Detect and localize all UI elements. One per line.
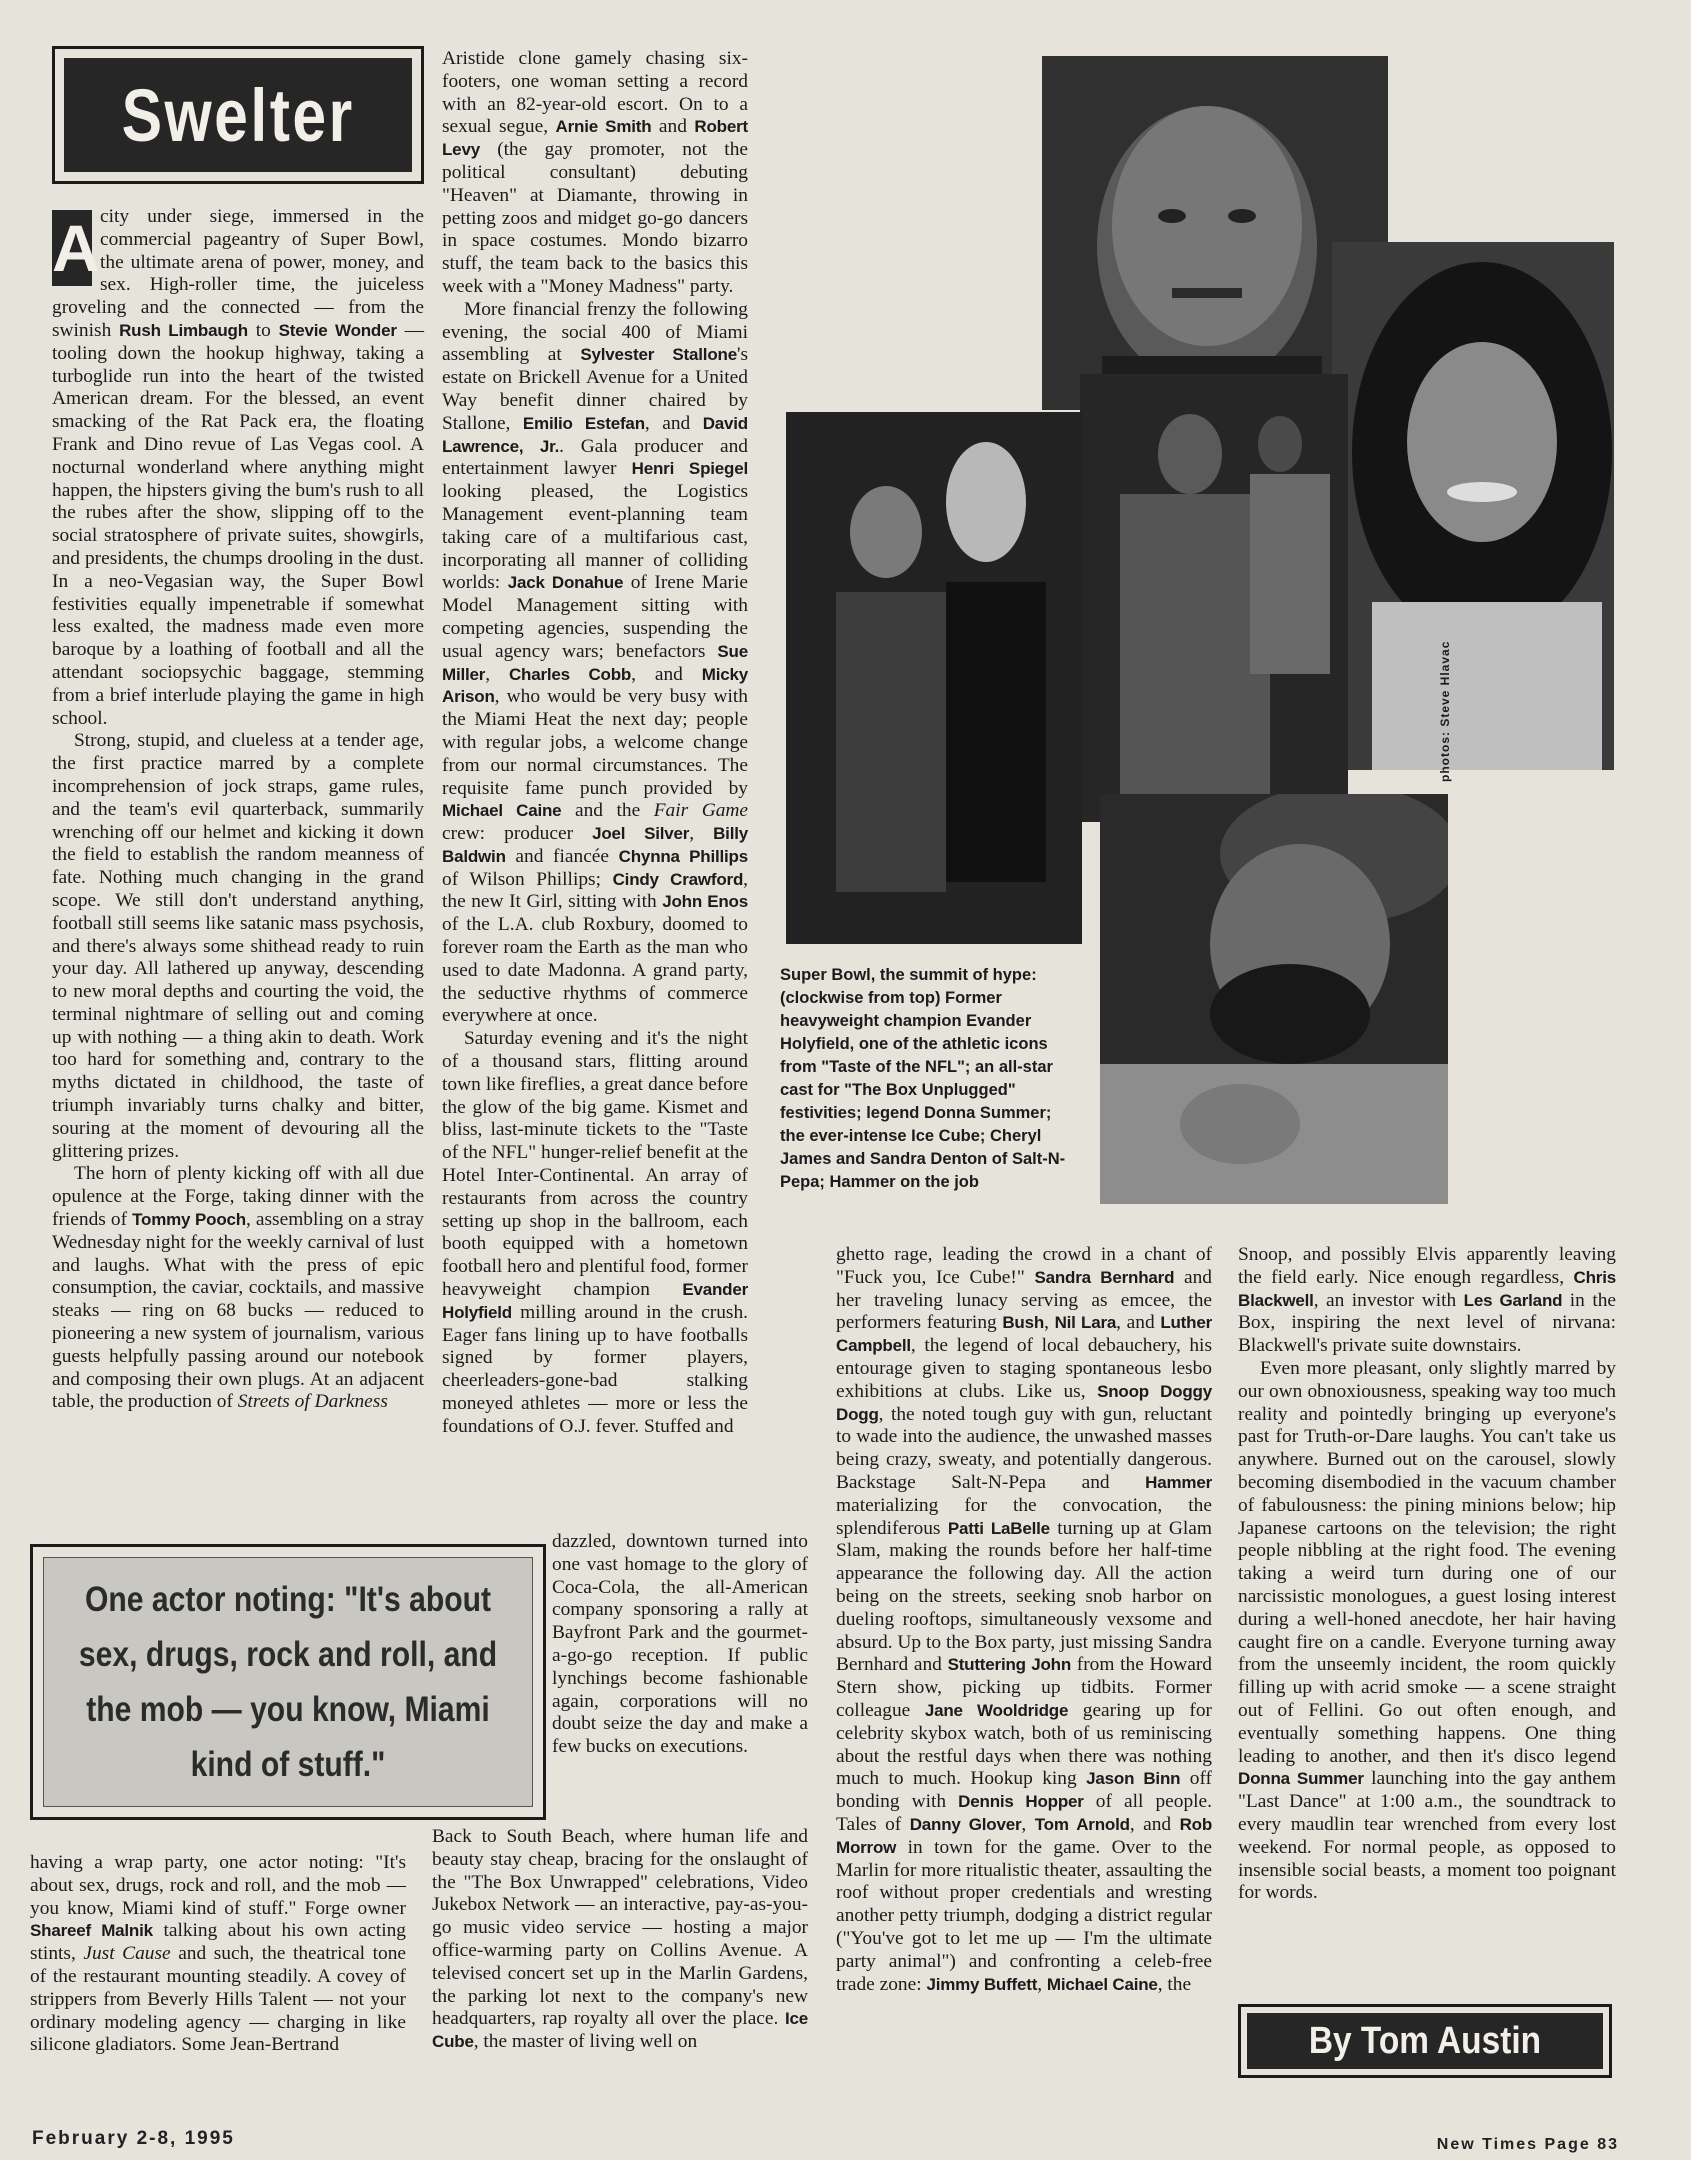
headline: Swelter <box>121 73 355 157</box>
person-name: Sandra Bernhard <box>1034 1267 1175 1287</box>
person-name: Jimmy Buffett <box>926 1974 1038 1994</box>
footer-page-number: New Times Page 83 <box>1436 2136 1619 2153</box>
person-name: Cindy Crawford <box>612 869 744 889</box>
photo-box-party-crowd <box>1080 374 1348 822</box>
person-name: Charles Cobb <box>508 664 632 684</box>
person-name: Dennis Hopper <box>958 1792 1084 1812</box>
column-1 <box>52 206 424 1414</box>
band-name: Bush <box>1002 1313 1045 1333</box>
drop-cap: A <box>52 211 100 285</box>
person-name: Sue Miller <box>442 641 748 684</box>
person-name: Michael Caine <box>1046 1974 1158 1994</box>
person-name: Sylvester Stallone <box>580 345 737 365</box>
pull-quote-box <box>30 1544 546 1820</box>
person-name: Jason Binn <box>1086 1769 1181 1789</box>
film-title: Streets of Darkness <box>237 1391 388 1413</box>
person-name: Billy Baldwin <box>442 824 749 866</box>
paragraph: Strong, stupid, and clueless at a tender age, the first practice marred by a complete incomprehension of jock straps, game rules, and the team's evil quarterback, summarily wrenching off our helmet and kicking it down the field to establish the random meanness of fate. Nothing much changing in the grand scope. We still don't understand anything, football still seems like satanic mass psychosis, and there's always some shithead ready to ruin your day. All lathered up anyway, descending to new moral depths and courting the void, the terminal nightmare of selling out and coming up with nothing — a thing akin to death. Work too hard for something and, contrary to the myths dictated in childhood, the taste of triumph invariably turns chalky and bitter, souring at the moment of devouring all the glittering prizes. <box>52 730 424 1162</box>
person-name: Les Garland <box>1463 1290 1563 1310</box>
person-name: Jack Donahue <box>507 573 624 593</box>
person-name: Stuttering John <box>947 1655 1072 1675</box>
person-name: Luther Campbell <box>836 1313 1212 1356</box>
person-name: Chris Blackwell <box>1238 1267 1616 1310</box>
photo-donna-summer <box>1332 242 1614 770</box>
byline-box <box>1238 2004 1612 2078</box>
person-name: Stevie Wonder <box>278 320 397 340</box>
person-name: Micky Arison <box>442 664 749 707</box>
column-3 <box>836 1244 1212 1996</box>
film-title: Fair Game <box>653 800 749 822</box>
person-name: Ice Cube <box>432 2009 808 2052</box>
person-name: Nil Lara <box>1054 1313 1117 1333</box>
column-2 <box>442 48 748 1439</box>
paragraph: Snoop, and possibly Elvis apparently leaving the field early. Nice enough regardless, Chris Blackwell, an investor with Les Garland in the Box, inspiring the next level of nirvana: Blackwell's private suite downstairs. <box>1238 1244 1617 1357</box>
photo-ice-cube <box>1100 794 1448 1204</box>
photo-salt-n-pepa <box>786 412 1082 944</box>
person-name: Patti LaBelle <box>947 1518 1050 1538</box>
pull-quote: One actor noting: "It's about sex, drugs, rock and roll, and the mob — you know, Miami kind of stuff." <box>78 1580 498 1784</box>
person-name: Chynna Phillips <box>618 846 748 866</box>
person-name: Michael Caine <box>442 801 562 821</box>
column-1-continued <box>30 1852 406 2057</box>
footer-date: February 2-8, 1995 <box>32 2128 235 2149</box>
person-name: Emilio Estefan <box>522 413 645 433</box>
column-2-bottom <box>432 1826 808 2054</box>
person-name: Shareef Malnik <box>30 1921 153 1941</box>
column-2-continued <box>552 1531 808 1759</box>
column-4 <box>1238 1244 1616 1905</box>
person-name: David Lawrence, Jr. <box>442 413 748 456</box>
paragraph: dazzled, downtown turned into one vast homage to the glory of Coca-Cola, the all-American company sponsoring a rally at Bayfront Park and the gourmet-a-go-go reception. If public lynchings become fashionable again, corporations will no doubt seize the day and make a few bucks on executions. <box>552 1531 808 1758</box>
person-name: Tom Arnold <box>1034 1814 1130 1834</box>
paragraph: Saturday evening and it's the night of a thousand stars, flitting around town like fireflies, a great dance before the glow of the big game. Kismet and bliss, last-minute tickets to the "Taste of the NFL" hunger-relief benefit at the Hotel Inter-Continental. An array of restaurants from across the country setting up shop in the ballroom, each booth equipped with a hometown football hero and plentiful food, former heavyweight champion Evander Holyfield milling around in the crush. Eager fans lining up to have footballs signed by former players, cheerleaders-gone-bad stalking moneyed athletes — more or less the foundations of O.J. fever. Stuffed and <box>442 1028 748 1437</box>
paragraph: A city under siege, immersed in the commercial pageantry of Super Bowl, the ultimate arena of power, money, and sex. High-roller time, the juiceless groveling and the connected — from the swinish Rush Limbaugh to Stevie Wonder — tooling down the hookup highway, taking a turboglide run into the heart of the twisted American dream. For the blessed, an event smacking of the Rat Pack era, the floating Frank and Dino revue of Las Vegas cool. A nocturnal wonderland where anything might happen, the hipsters giving the bum's rush to all the rubes after the show, slipping off to the social stratosphere of private suites, showgirls, and presidents, the chumps drooling in the dust. In a neo-Vegasian way, the Super Bowl festivities equally impenetrable if somewhat less exalted, the madness made even more baroque by a loathing of football and all the attendant sociopsychic baggage, stemming from a brief interlude playing the game in high school. <box>52 206 425 729</box>
person-name: Jane Wooldridge <box>924 1700 1069 1720</box>
person-name: Rob Morrow <box>836 1814 1213 1857</box>
paragraph: Even more pleasant, only slightly marred by our own obnoxiousness, speaking way too much reality and pointedly bringing up everyone's past for Truth-or-Dare laughs. You can't take us anywhere. Burned out on the carousel, slowly becoming disembodied in the vacuum chamber of fabulousness: the pining minions below; hip Japanese cartoons on the television; the right people nibbling at the right food. The evening taking a weird turn during one of our narcissistic monologues, a guest losing interest during a well-honed anecdote, her hair having caught fire on a candle. Everyone turning away from the unseemly incident, the room quickly filling up with acrid smoke — a scene straight out of Fellini. Go out often enough, and eventually something happens. One thing leading to another, and then it's disco legend Donna Summer launching into the gay anthem "Last Dance" at 1:00 a.m., the soundtrack to every maudlin tear wrenched from every lost weekend. For normal people, as opposed to insensible social beasts, a moment too poignant for words. <box>1238 1357 1616 1904</box>
person-name: Arnie Smith <box>555 117 652 137</box>
photo-credit: photos: Steve Hlavac <box>1438 640 1452 782</box>
byline: By Tom Austin <box>1308 2019 1542 2062</box>
person-name: Evander Holyfield <box>442 1280 748 1322</box>
paragraph: having a wrap party, one actor noting: "It's about sex, drugs, rock and roll, and the mob — you know, Miami kind of stuff." Forge owner Shareef Malnik talking about his own acting stints, Just Cause and such, the theatrical tone of the restaurant mounting steadily. A covey of strippers from Beverly Hills Talent — not your ordinary modeling agency — charging in like silicone gladiators. Some Jean-Bertrand <box>30 1852 407 2056</box>
paragraph: More financial frenzy the following evening, the social 400 of Miami assembling at Sylvester Stallone's estate on Brickell Avenue for a United Way benefit dinner chaired by Stallone, Emilio Estefan, and David Lawrence, Jr.. Gala producer and entertainment lawyer Henri Spiegel looking pleased, the Logistics Management event-planning team taking care of a multifarious cast, incorporating all manner of colliding worlds: Jack Donahue of Irene Marie Model Management sitting with competing agencies, suspending the usual agency wars; benefactors Sue Miller, Charles Cobb, and Micky Arison, who would be very busy with the Miami Heat the next day; people with regular jobs, a welcome change from our normal circumstances. The requisite fame punch provided by Michael Caine and the Fair Game crew: producer Joel Silver, Billy Baldwin and fiancée Chynna Phillips of Wilson Phillips; Cindy Crawford, the new It Girl, sitting with John Enos of the L.A. club Roxbury, doomed to forever roam the Earth as the man who used to date Madonna. A grand party, the seductive rhythms of commerce everywhere at once. <box>442 298 749 1027</box>
photo-caption: Super Bowl, the summit of hype: (clockwise from top) Former heavyweight champion Evander Holyfield, one of the athletic icons from "Taste of the NFL"; an all-star cast for "The Box Unplugged" festivities; legend Donna Summer; the ever-intense Ice Cube; Cheryl James and Sandra Denton of Salt-N-Pepa; Hammer on the job <box>780 966 1066 1191</box>
person-name: John Enos <box>662 892 749 912</box>
headline-box <box>52 46 424 184</box>
person-name: Robert Levy <box>442 117 748 160</box>
person-name: Donna Summer <box>1238 1769 1364 1789</box>
person-name: Danny Glover <box>909 1814 1022 1834</box>
person-name: Henri Spiegel <box>631 459 748 479</box>
paragraph: Back to South Beach, where human life and beauty stay cheap, bracing for the onslaught of the "The Box Unwrapped" celebrations, Video Jukebox Network — an interactive, pay-as-you-go music video service — hosting a major office-warming party on Collins Avenue. A televised concert set up in the Marlin Gardens, the parking lot next to the company's new headquarters, rap royalty all over the place. Ice Cube, the master of living well on <box>432 1826 808 2053</box>
person-name: Tommy Pooch <box>132 1210 246 1230</box>
person-name: Snoop Doggy Dogg <box>836 1381 1212 1424</box>
film-title: Just Cause <box>83 1943 171 1965</box>
paragraph: The horn of plenty kicking off with all due opulence at the Forge, taking dinner with the friends of Tommy Pooch, assembling on a stray Wednesday night for the weekly carnival of lust and laughs. What with the press of epic consumption, the caviar, cocktails, and massive steaks — ring on 68 bucks — reduced to pioneering a new system of journalism, various guests helpfully passing around our notebook and composing their own plugs. At an adjacent table, the production of Streets of Darkness <box>52 1163 424 1413</box>
person-name: Joel Silver <box>592 824 690 844</box>
paragraph: ghetto rage, leading the crowd in a chant of "Fuck you, Ice Cube!" Sandra Bernhard and her traveling lunacy serving as emcee, the performers featuring Bush, Nil Lara, and Luther Campbell, the legend of local debauchery, his entourage given to staging spontaneous lesbo exhibitions at clubs. Like us, Snoop Doggy Dogg, the noted tough guy with gun, reluctant to wade into the audience, the unwashed masses being crazy, sweaty, and potentially dangerous. Backstage Salt-N-Pepa and Hammer materializing for the convocation, the splendiferous Patti LaBelle turning up at Glam Slam, making the rounds before her half-time appearance the following day. All the action being on the streets, seeking snob harbor on dueling rooftops, simultaneously vexsome and absurd. Up to the Box party, just missing Sandra Bernhard and Stuttering John from the Howard Stern show, picking up tidbits. Former colleague Jane Wooldridge gearing up for celebrity skybox watch, both of us reminiscing about the restful days when there was nothing much to much. Hookup king Jason Binn off bonding with Dennis Hopper of all people. Tales of Danny Glover, Tom Arnold, and Rob Morrow in town for the game. Over to the Marlin for more ritualistic theater, assaulting the roof without proper credentials and wresting another petty triumph, dodging a district regular ("You've got to let me up — I'm the ultimate party animal") and confronting a celeb-free trade zone: Jimmy Buffett, Michael Caine, the <box>836 1244 1213 1995</box>
paragraph: Aristide clone gamely chasing six-footers, one woman setting a record with an 82-year-old escort. On to a sexual segue, Arnie Smith and Robert Levy (the gay promoter, not the political consultant) debuting "Heaven" at Diamante, throwing in petting zoos and midget go-go dancers in space costumes. Mondo bizarro stuff, the team back to the basics this week with a "Money Madness" party. <box>442 48 748 297</box>
person-name: Rush Limbaugh <box>119 320 248 340</box>
person-name: Hammer <box>1145 1472 1212 1492</box>
